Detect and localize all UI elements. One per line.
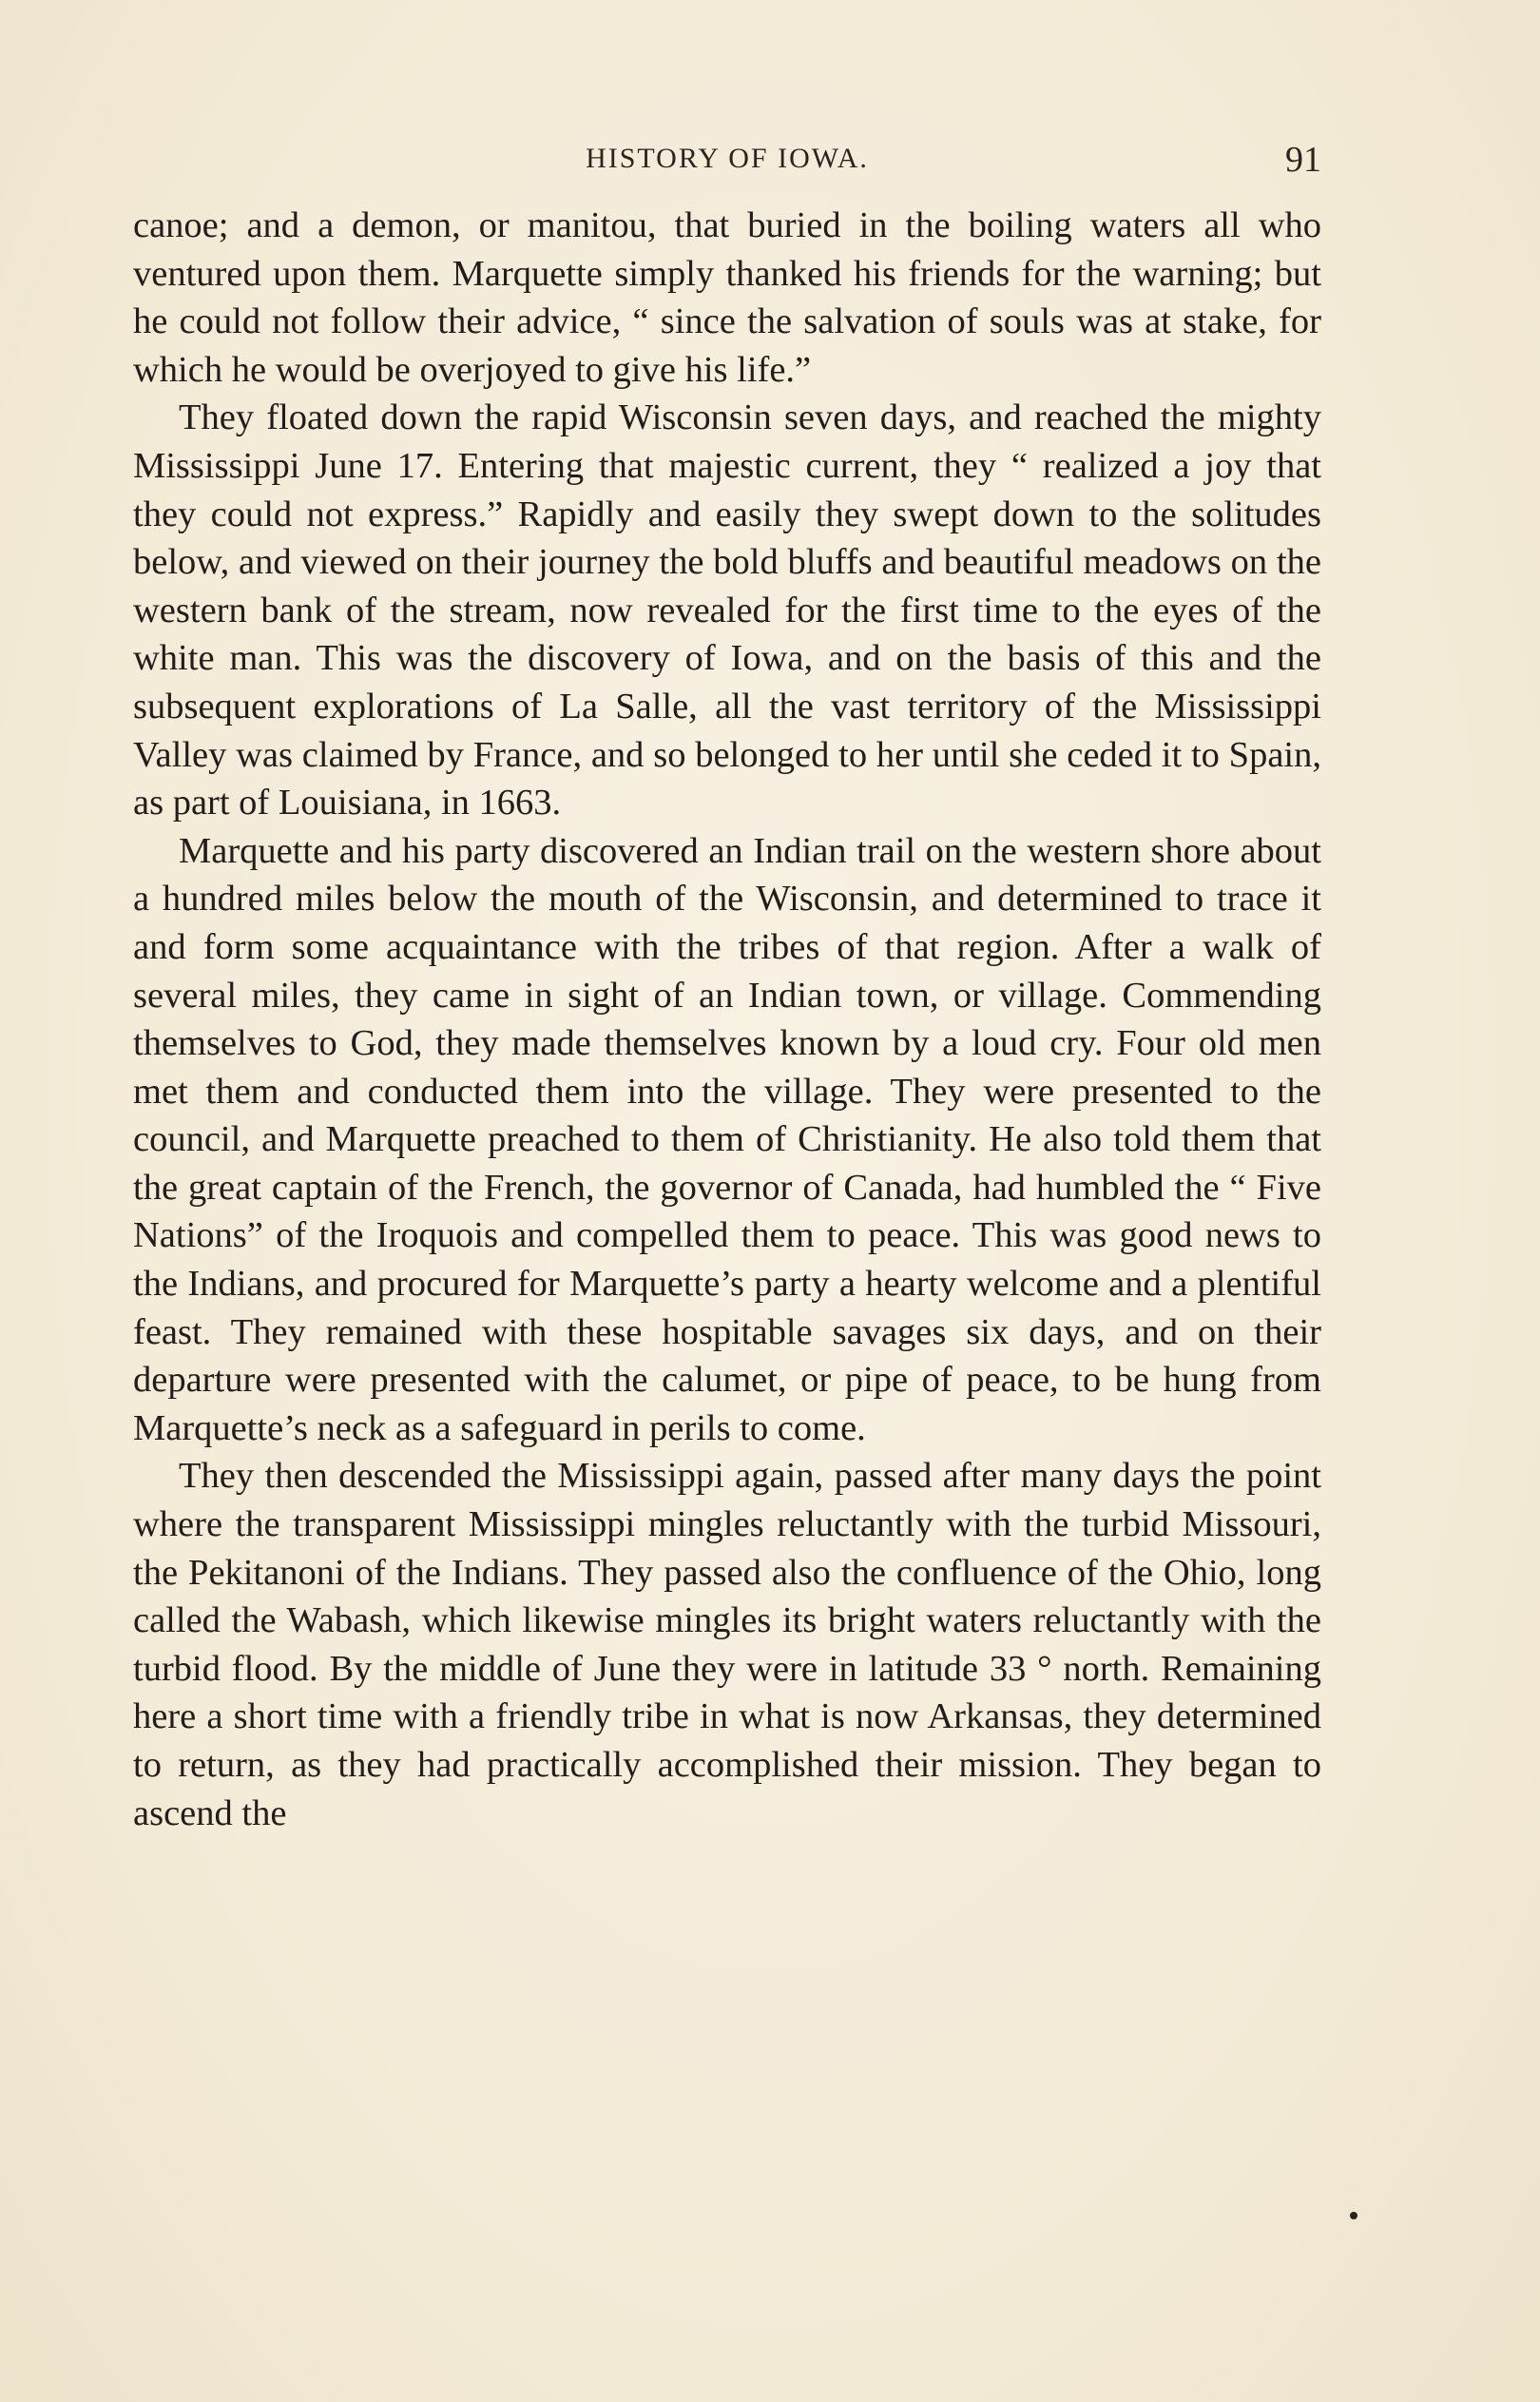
- running-title: HISTORY OF IOWA.: [586, 143, 869, 174]
- body-text: [133, 202, 1321, 1837]
- running-head: [133, 140, 1321, 190]
- page-number: 91: [1285, 140, 1321, 180]
- paragraph-continued: canoe; and a demon, or manitou, that buried in the boiling waters all who ventured upon them. Marquette simply thanked his friends for the warning; but he could not follow their advice, “ since the salvation of souls was at stake, for which he would be overjoyed to give his life.”: [133, 205, 1321, 390]
- ink-speck: [1350, 2212, 1357, 2219]
- paragraph: They floated down the rapid Wisconsin seven days, and reached the mighty Mississippi June 17. Entering that majestic current, they “ realized a joy that they could not express.” Rapidly and easily they swept down to the solitudes below, and viewed on their journey the bold bluffs and beautiful meadows on the western bank of the stream, now revealed for the first time to the eyes of the white man. This was the discovery of Iowa, and on the basis of this and the subsequent explorations of La Salle, all the vast territory of the Mississippi Valley was claimed by France, and so belonged to her until she ceded it to Spain, as part of Louisiana, in 1663.: [133, 397, 1321, 823]
- paragraph: They then descended the Mississippi again, passed after many days the point where the transparent Mississippi mingles reluctantly with the turbid Missouri, the Pekitanoni of the Indians. They passed also the confluence of the Ohio, long called the Wabash, which likewise mingles its bright waters reluctantly with the turbid flood. By the middle of June they were in latitude 33 ° north. Remaining here a short time with a friendly tribe in what is now Arkansas, they determined to return, as they had practically accomplished their mission. They began to ascend the: [133, 1456, 1321, 1833]
- paragraph: Marquette and his party discovered an Indian trail on the western shore about a hundred miles below the mouth of the Wisconsin, and determined to trace it and form some acquaintance with the tribes of that region. After a walk of several miles, they came in sight of an Indian town, or village. Commending themselves to God, they made themselves known by a loud cry. Four old men met them and conducted them into the village. They were presented to the council, and Marquette preached to them of Christianity. He also told them that the great captain of the French, the governor of Canada, had humbled the “ Five Nations” of the Iroquois and compelled them to peace. This was good news to the Indians, and procured for Marquette’s party a hearty welcome and a plentiful feast. They remained with these hospitable savages six days, and on their departure were presented with the calumet, or pipe of peace, to be hung from Marquette’s neck as a safeguard in perils to come.: [133, 830, 1321, 1448]
